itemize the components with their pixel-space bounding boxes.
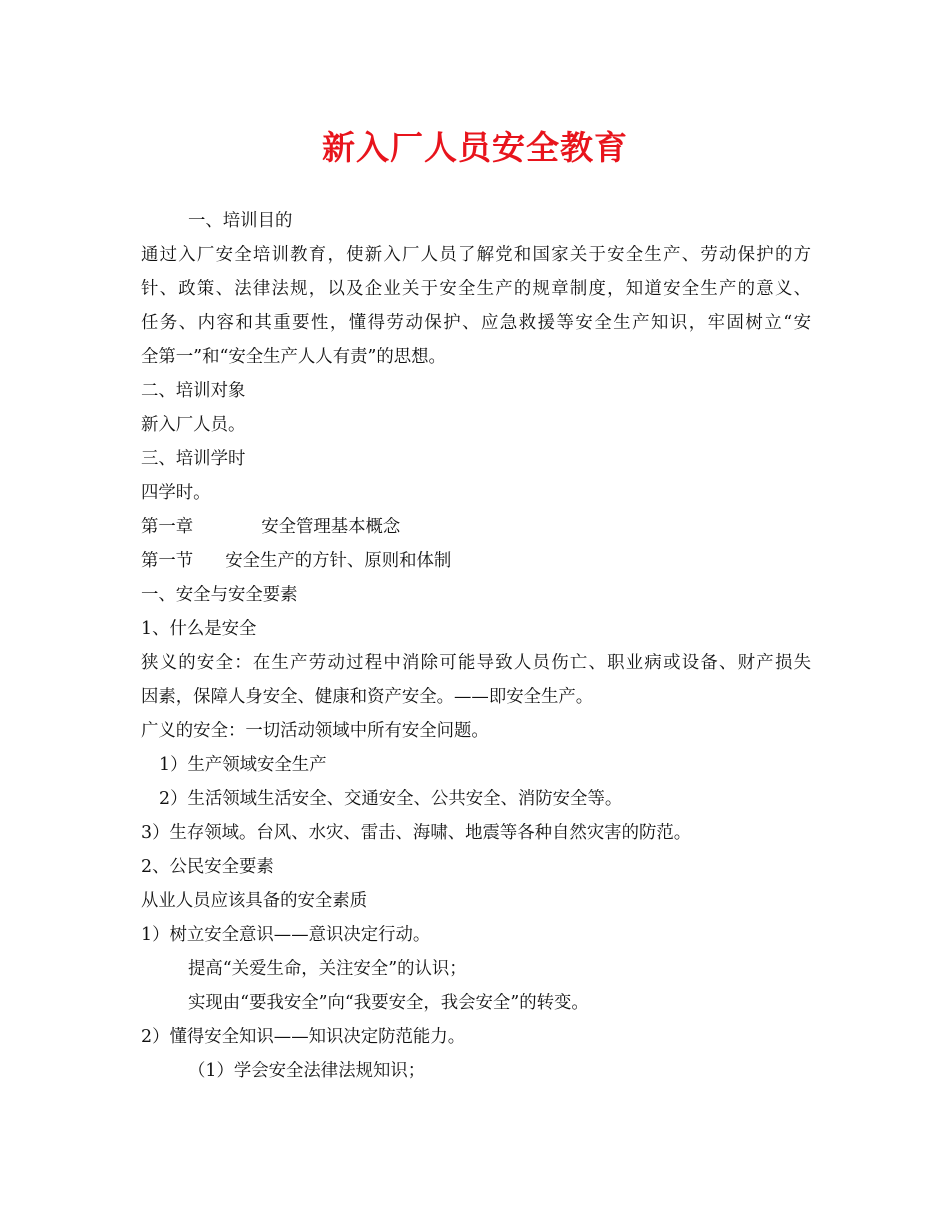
paragraph-line: 四学时。 (141, 483, 211, 503)
list-item: （1）学会安全法律法规知识； (188, 1061, 426, 1081)
list-item: 实现由“要我安全”向“我要安全，我会安全”的转变。 (188, 993, 589, 1013)
section-heading-hours: 三、培训学时 (141, 449, 246, 469)
subheading: 一、安全与安全要素 (141, 585, 298, 605)
paragraph-line: 针、政策、法律法规，以及企业关于安全生产的规章制度，知道安全生产的意义、 (141, 279, 811, 299)
list-item: 1）树立安全意识——意识决定行动。 (141, 925, 431, 945)
list-item: 2）懂得安全知识——知识决定防范能力。 (141, 1027, 466, 1047)
paragraph-line: 广义的安全：一切活动领域中所有安全问题。 (141, 721, 489, 741)
document-title: 新入厂人员安全教育 (322, 128, 628, 167)
section-heading (141, 544, 451, 578)
section-heading-purpose: 一、培训目的 (188, 211, 293, 231)
paragraph-line: 从业人员应该具备的安全素质 (141, 891, 368, 911)
paragraph-line: 通过入厂安全培训教育，使新入厂人员了解党和国家关于安全生产、劳动保护的方 (141, 245, 811, 265)
paragraph-line: 因素，保障人身安全、健康和资产安全。——即安全生产。 (141, 687, 594, 707)
subheading: 1、什么是安全 (141, 619, 257, 639)
paragraph-line: 狭义的安全：在生产劳动过程中消除可能导致人员伤亡、职业病或设备、财产损失 (141, 653, 811, 673)
section-number: 第一节 (141, 551, 194, 571)
list-item: 3）生存领域。台风、水灾、雷击、海啸、地震等各种自然灾害的防范。 (141, 823, 692, 843)
subheading: 2、公民安全要素 (141, 857, 274, 877)
list-item: 1）生产领域安全生产 (159, 755, 327, 775)
paragraph-line: 新入厂人员。 (141, 415, 246, 435)
section-title: 安全生产的方针、原则和体制 (225, 551, 452, 571)
list-item: 提高“关爱生命，关注安全”的认识； (188, 959, 467, 979)
section-heading-audience: 二、培训对象 (141, 381, 246, 401)
chapter-title: 安全管理基本概念 (261, 517, 401, 537)
list-item: 2）生活领域生活安全、交通安全、公共安全、消防安全等。 (159, 789, 623, 809)
paragraph-line: 全第一”和“安全生产人人有责”的思想。 (141, 347, 446, 367)
chapter-number: 第一章 (141, 517, 194, 537)
paragraph-line: 任务、内容和其重要性，懂得劳动保护、应急救援等安全生产知识，牢固树立“安 (141, 313, 811, 333)
chapter-heading (141, 510, 400, 544)
